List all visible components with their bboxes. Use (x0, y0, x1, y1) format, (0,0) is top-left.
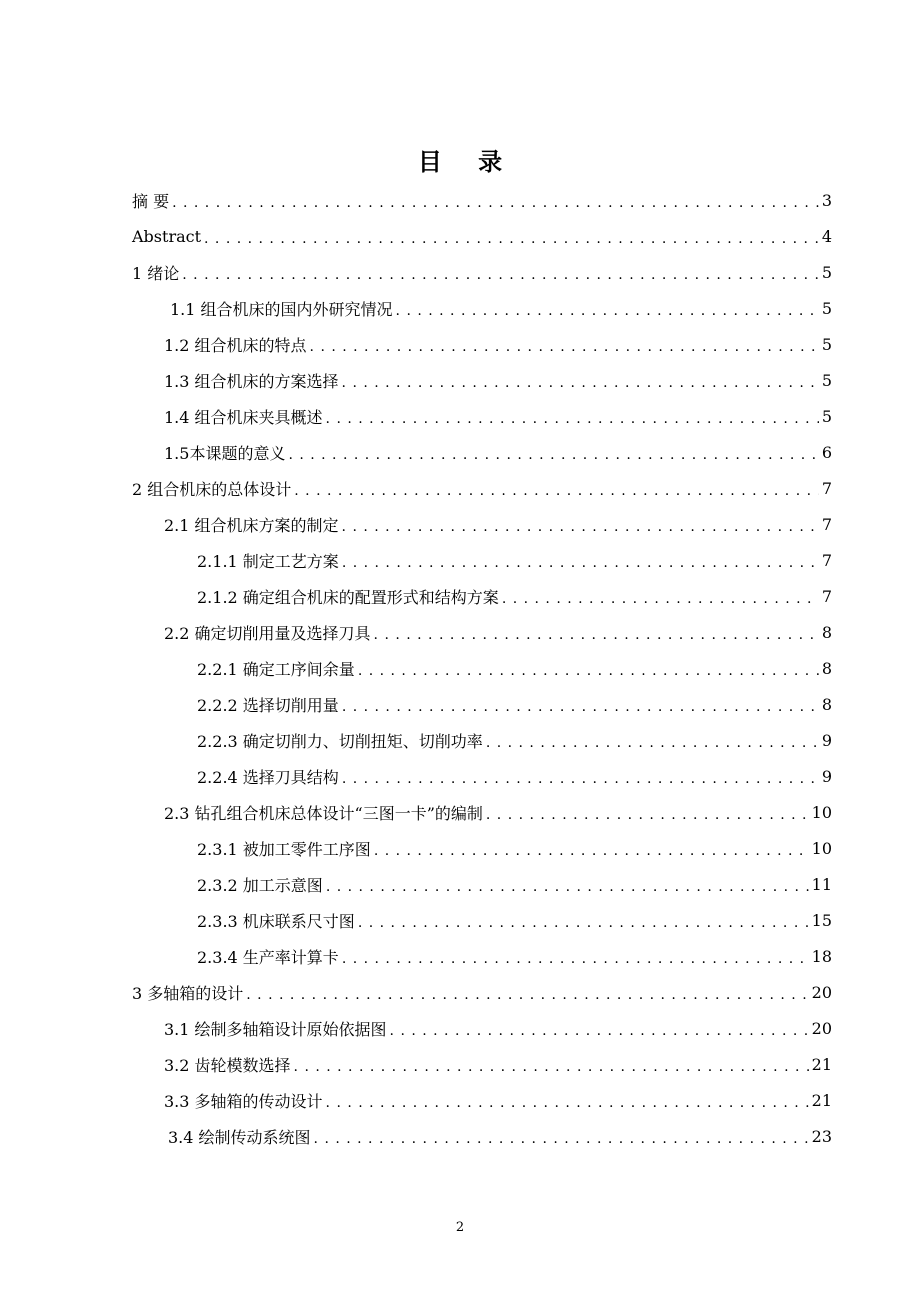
toc-entry[interactable] (132, 258, 832, 286)
toc-entry-page: 6 (821, 442, 832, 462)
toc-entry-label: 摘 要 (132, 191, 170, 211)
dot-leader (358, 913, 809, 931)
dot-leader (310, 337, 819, 355)
toc-entry[interactable] (164, 798, 832, 826)
dot-leader (182, 265, 819, 283)
toc-entry[interactable] (164, 510, 832, 538)
toc-entry-label: 2.2.1 确定工序间余量 (197, 659, 355, 679)
toc-entry-label: 1.1 组合机床的国内外研究情况 (170, 299, 393, 319)
toc-entry-label: 2.1.1 制定工艺方案 (197, 551, 339, 571)
toc-entry-page: 10 (811, 838, 832, 858)
toc-entry-page: 10 (811, 802, 832, 822)
toc-entry[interactable] (164, 1050, 832, 1078)
toc-entry-label: 1.4 组合机床夹具概述 (164, 407, 323, 427)
toc-entry-label: 3.4 绘制传动系统图 (168, 1127, 311, 1147)
toc-entry-label: 2.2.4 选择刀具结构 (197, 767, 339, 787)
dot-leader (326, 1093, 809, 1111)
toc-entry-page: 9 (821, 730, 832, 750)
toc-entry[interactable] (197, 942, 832, 970)
toc-entry-page: 20 (811, 1018, 832, 1038)
toc-entry[interactable] (164, 618, 832, 646)
toc-entry-page: 21 (811, 1090, 832, 1110)
toc-entry-page: 4 (821, 226, 832, 246)
toc-entry-label: 2.3.3 机床联系尺寸图 (197, 911, 355, 931)
dot-leader (342, 769, 819, 787)
toc-entry-label: 3.2 齿轮模数选择 (164, 1055, 291, 1075)
dot-leader (172, 193, 819, 211)
toc-entry-label: 2.2.3 确定切削力、切削扭矩、切削功率 (197, 731, 483, 751)
dot-leader (486, 733, 819, 751)
toc-entry[interactable] (164, 1086, 832, 1114)
toc-entry[interactable] (197, 834, 832, 862)
dot-leader (358, 661, 819, 679)
toc-entry-label: 2.3.4 生产率计算卡 (197, 947, 339, 967)
dot-leader (374, 625, 819, 643)
toc-entry-label: 2.3 钻孔组合机床总体设计“三图一卡”的编制 (164, 803, 483, 823)
toc-entry-label: 2 组合机床的总体设计 (132, 479, 292, 499)
toc-entry-label: 3 多轴箱的设计 (132, 983, 244, 1003)
toc-entry-page: 5 (821, 262, 832, 282)
toc-entry-page: 3 (821, 190, 832, 210)
toc-entry[interactable] (197, 726, 832, 754)
toc-entry-label: Abstract (132, 226, 202, 246)
toc-entry-page: 11 (811, 874, 832, 894)
dot-leader (342, 553, 819, 571)
dot-leader (314, 1129, 809, 1147)
page-number: 2 (455, 1220, 465, 1235)
toc-entry[interactable] (197, 582, 832, 610)
toc-entry-page: 7 (821, 514, 832, 534)
dot-leader (246, 985, 808, 1003)
dot-leader (342, 373, 819, 391)
toc-entry-page: 18 (811, 946, 832, 966)
toc-entry[interactable] (164, 330, 832, 358)
toc-entry-page: 7 (821, 586, 832, 606)
toc-entry-page: 5 (821, 334, 832, 354)
toc-entry-label: 2.3.1 被加工零件工序图 (197, 839, 371, 859)
toc-entry-page: 5 (821, 298, 832, 318)
toc-entry-page: 7 (821, 478, 832, 498)
toc-entry-label: 2.1.2 确定组合机床的配置形式和结构方案 (197, 587, 499, 607)
toc-entry[interactable] (132, 978, 832, 1006)
dot-leader (326, 877, 809, 895)
toc-entry-page: 9 (821, 766, 832, 786)
toc-entry[interactable] (197, 762, 832, 790)
toc-entry-label: 2.1 组合机床方案的制定 (164, 515, 339, 535)
toc-entry-label: 1.3 组合机床的方案选择 (164, 371, 339, 391)
dot-leader (502, 589, 819, 607)
dot-leader (204, 229, 819, 247)
toc-entry[interactable] (197, 870, 832, 898)
dot-leader (342, 517, 819, 535)
toc-entry-page: 5 (821, 406, 832, 426)
toc-entry[interactable] (164, 438, 832, 466)
toc-entry-label: 2.2.2 选择切削用量 (197, 695, 339, 715)
dot-leader (294, 481, 819, 499)
toc-entry-page: 20 (811, 982, 832, 1002)
toc-entry-label: 1.5本课题的意义 (164, 443, 286, 463)
toc-entry-label: 1.2 组合机床的特点 (164, 335, 307, 355)
toc-entry-label: 3.3 多轴箱的传动设计 (164, 1091, 323, 1111)
dot-leader (288, 445, 818, 463)
dot-leader (294, 1057, 809, 1075)
toc-entry-page: 5 (821, 370, 832, 390)
toc-entry[interactable] (197, 546, 832, 574)
toc-entry-page: 23 (811, 1126, 832, 1146)
dot-leader (326, 409, 819, 427)
toc-entry-page: 15 (811, 910, 832, 930)
toc-entry-label: 3.1 绘制多轴箱设计原始依据图 (164, 1019, 387, 1039)
toc-entry[interactable] (197, 906, 832, 934)
toc-entry[interactable] (168, 1122, 832, 1150)
dot-leader (342, 949, 809, 967)
toc-entry[interactable] (197, 654, 832, 682)
toc-entry[interactable] (132, 222, 832, 250)
toc-entry[interactable] (164, 402, 832, 430)
toc-title: 目 录 (417, 148, 517, 176)
toc-entry-label: 1 绪论 (132, 263, 180, 283)
toc-entry-page: 8 (821, 694, 832, 714)
dot-leader (374, 841, 809, 859)
toc-entry[interactable] (132, 474, 832, 502)
toc-entry-label: 2.3.2 加工示意图 (197, 875, 323, 895)
toc-entry[interactable] (197, 690, 832, 718)
dot-leader (390, 1021, 809, 1039)
toc-entry-page: 8 (821, 658, 832, 678)
toc-entry-page: 21 (811, 1054, 832, 1074)
toc-entry-page: 8 (821, 622, 832, 642)
toc-entry[interactable] (164, 1014, 832, 1042)
toc-entry[interactable] (170, 294, 832, 322)
dot-leader (486, 805, 809, 823)
dot-leader (396, 301, 819, 319)
toc-entry[interactable] (132, 186, 832, 214)
dot-leader (342, 697, 819, 715)
toc-entry[interactable] (164, 366, 832, 394)
toc-entry-label: 2.2 确定切削用量及选择刀具 (164, 623, 371, 643)
toc-entry-page: 7 (821, 550, 832, 570)
